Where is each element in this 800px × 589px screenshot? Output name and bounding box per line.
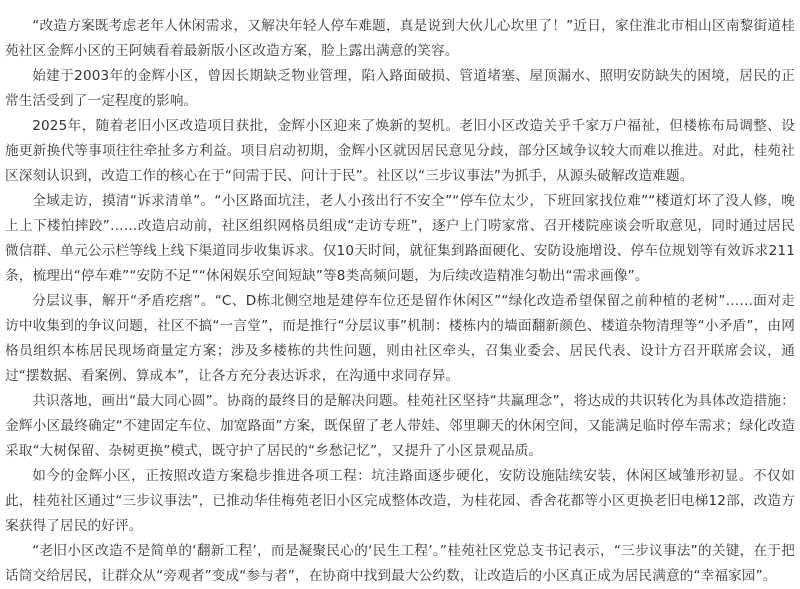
paragraph-quote: “老旧小区改造不是简单的‘翻新工程’，而是凝聚民心的‘民生工程’。”桂苑社区党总支书记表示，“三步议事法”的关键，在于把话筒交给居民，让群众从“旁观者”变成“参与者”，在协商中找到最大公约数，让改造后的小区真正成为居民满意的“幸福家园”。: [5, 543, 795, 584]
paragraph-project-approval: 2025年，随着老旧小区改造项目获批，金辉小区迎来了焕新的契机。老旧小区改造关乎千家万户福祉，但楼栋布局调整、设施更新换代等事项往往牵扯多方利益。项目启动初期，金辉小区就因居民意见分歧，部分区域争议较大而难以推进。对此，桂苑社区深刻认识到，改造工作的核心在于“问需于民、问计于民”。社区以“三步议事法”为抓手，从源头破解改造难题。: [5, 118, 795, 184]
paragraph-background: 始建于2003年的金辉小区，曾因长期缺乏物业管理，陷入路面破损、管道堵塞、屋顶漏水、照明安防缺失的困境，居民的正常生活受到了一定程度的影响。: [5, 68, 795, 109]
paragraph-consensus: 共识落地，画出“最大同心圆”。协商的最终目的是解决问题。桂苑社区坚持“共赢理念”，将达成的共识转化为具体改造措施：金辉小区最终确定“不建固定车位、加宽路面”方案，既保留了老人带娃、邻里聊天的休闲空间，又能满足临时停车需求；绿化改造采取“大树保留、杂树更换”模式，既守护了居民的“乡愁记忆”，又提升了小区景观品质。: [5, 393, 795, 459]
paragraph-tiered-discussion: 分层议事，解开“矛盾疙瘩”。“C、D栋北侧空地是建停车位还是留作休闲区”“绿化改造希望保留之前种植的老树”……面对走访中收集到的争议问题，社区不搞“一言堂”，而是推行“分层议事”机制：楼栋内的墙面翻新颜色、楼道杂物清理等“小矛盾”，由网格员组织本栋居民现场商量定方案；涉及多楼栋的共性问题，则由社区牵头，召集业委会、居民代表、设计方召开联席会议，通过“摆数据、看案例、算成本”，让各方充分表达诉求，在沟通中求同存异。: [5, 293, 795, 384]
paragraph-visit-survey: 全域走访，摸清“诉求清单”。“小区路面坑洼，老人小孩出行不安全”“停车位太少，下班回家找位难”“楼道灯坏了没人修，晚上上下楼怕摔跤”……改造启动前，社区组织网格员组成“走访专班”，逐户上门唠家常、召开楼院座谈会听取意见，同时通过居民微信群、单元公示栏等线上线下渠道同步收集诉求。仅10天时间，就征集到路面硬化、安防设施增设、停车位规划等有效诉求211条，梳理出“停车难”“安防不足”“休闲娱乐空间短缺”等8类高频问题，为后续改造精准匀勒出“需求画像”。: [5, 193, 795, 284]
paragraph-progress: 如今的金辉小区，正按照改造方案稳步推进各项工程：坑洼路面逐步硬化，安防设施陆续安装，休闲区域雏形初显。不仅如此，桂苑社区通过“三步议事法”，已推动华佳梅苑老旧小区完成整体改造，为桂花园、香舍花都等小区更换老旧电梯12部，改造方案获得了居民的好评。: [5, 468, 795, 534]
paragraph-intro: “改造方案既考虑老年人休闲需求，又解决年轻人停车难题，真是说到大伙儿心坎里了！”近日，家住淮北市相山区南黎街道桂苑社区金辉小区的王阿姨看着最新版小区改造方案，脸上露出满意的笑容。: [5, 18, 795, 59]
